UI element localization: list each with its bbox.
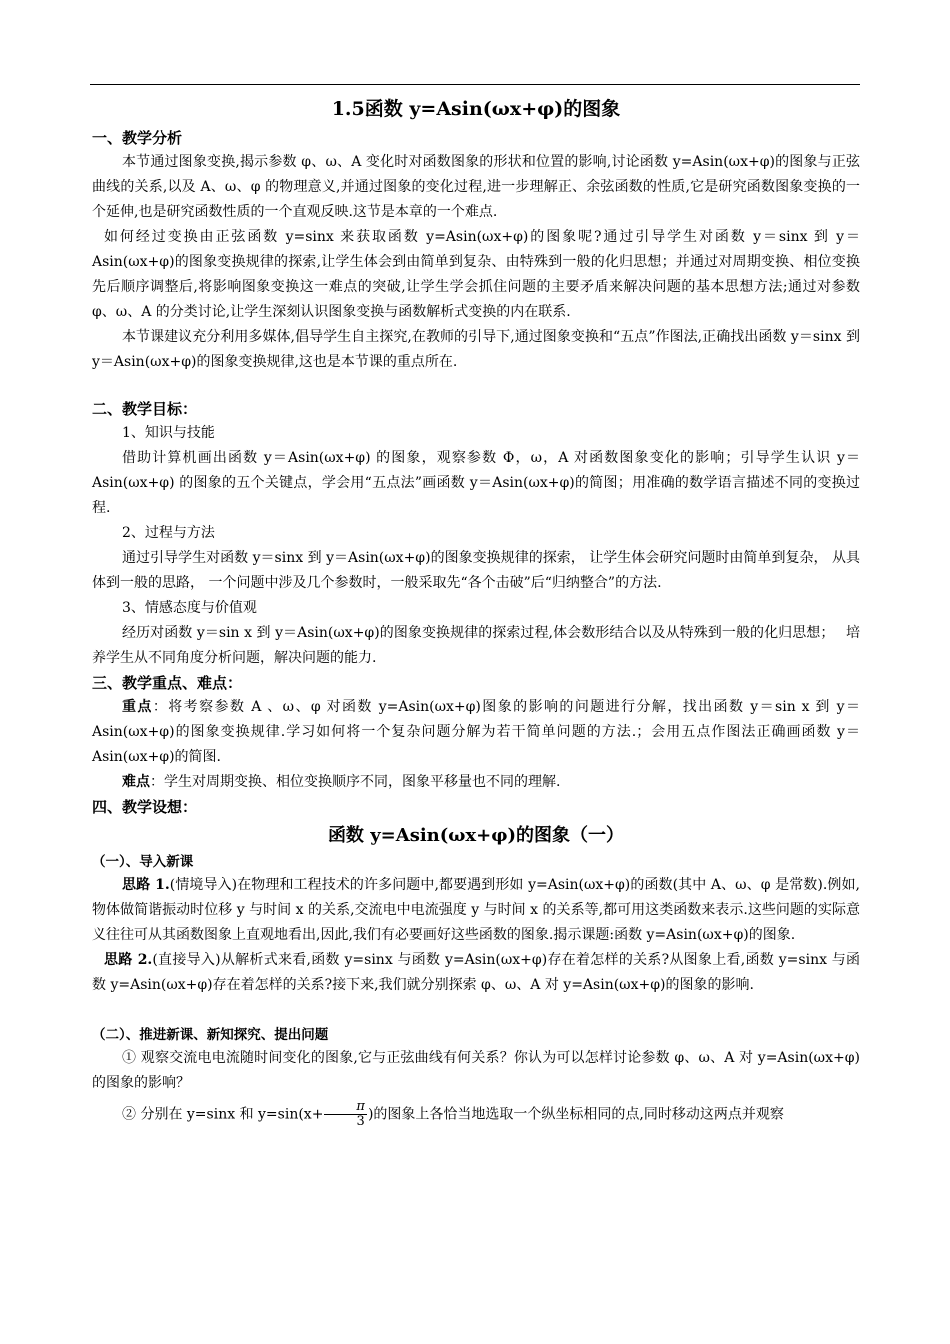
section-2-paragraph-1: 借助计算机画出函数 y＝Asin(ωx+φ) 的图象，观察参数 Φ，ω，A 对函数图象变化的影响；引导学生认识 y＝Asin(ωx+φ) 的图象的五个关键点，学会用“五点法”画函数 y＝Asin(ωx+φ)的简图；用准确的数学语言描述不同的变换过程.: [92, 450, 860, 516]
idea-1-label: 思路 1.: [122, 877, 170, 893]
spacer: [92, 375, 860, 397]
spacer: [92, 998, 860, 1024]
part-1-heading: （一）、导入新课: [92, 854, 194, 870]
question-2-end: )的图象上各恰当地选取一个纵坐标相同的点,同时移动这两点并观察: [367, 1106, 784, 1123]
question-1: ① 观察交流电电流随时间变化的图象,它与正弦曲线有何关系？你认为可以怎样讨论参数 φ、ω、A 对 y=Asin(ωx+φ)的图象的影响？: [92, 1050, 860, 1091]
subheading-process: 2、过程与方法: [122, 525, 215, 541]
difficulty-paragraph: [92, 770, 860, 795]
difficulty-label: 难点: [122, 774, 150, 790]
idea-1-paragraph: [92, 873, 860, 948]
section-1-paragraph-1: 本节通过图象变换,揭示参数 φ、ω、A 变化时对函数图象的形状和位置的影响,讨论函数 y=Asin(ωx+φ)的图象与正弦曲线的关系,以及 A、ω、φ 的物理意义,并通过图象的变化过程,进一步理解正、余弦函数的性质,它是研究函数图象变换的一个延伸,也是研究函数性质的一个直观反映.这节是本章的一个难点.: [92, 154, 860, 220]
difficulty-text: ：学生对周期变换、相位变换顺序不同，图象平移量也不同的理解.: [150, 774, 561, 790]
section-2-paragraph-3: 经历对函数 y＝sin x 到 y＝Asin(ωx+φ)的图象变换规律的探索过程,体会数形结合以及从特殊到一般的化归思想； 培养学生从不同角度分析问题，解决问题的能力.: [92, 625, 860, 666]
part-2-heading: （二）、推进新课、新知探究、提出问题: [92, 1027, 329, 1043]
section-2-paragraph-2: 通过引导学生对函数 y＝sinx 到 y＝Asin(ωx+φ)的图象变换规律的探索， 让学生体会研究问题时由简单到复杂， 从具体到一般的思路， 一个问题中涉及几个参数时，一般采取先“各个击破”后“归纳整合”的方法.: [92, 550, 860, 591]
subheading-knowledge: 1、知识与技能: [122, 425, 215, 441]
section-3-heading: 三、教学重点、难点：: [92, 674, 243, 692]
section-1-paragraph-3: 本节课建议充分利用多媒体,倡导学生自主探究,在教师的引导下,通过图象变换和“五点”作图法,正确找出函数 y＝sinx 到 y＝Asin(ωx+φ)的图象变换规律,这也是本节课的重点所在.: [92, 329, 860, 370]
fraction-denominator: 3: [356, 1114, 365, 1129]
key-point-label: 重点: [122, 699, 153, 715]
idea-1-text: (情境导入)在物理和工程技术的许多问题中,都要遇到形如 y=Asin(ωx+φ)的函数(其中 A、ω、φ 是常数).例如,物体做简谐振动时位移 y 与时间 x 的关系,交流电中电流强度 y 与时间 x 的关系等,都可用这类函数来表示.这些问题的实际意义往往可从其函数图象上直观地看出,因此,我们有必要画好这些函数的图象.揭示课题:函数 y=Asin(ωx+φ)的图象.: [92, 877, 860, 943]
page-title: 1.5函数 y=Asin(ωx+φ)的图象: [331, 98, 621, 120]
question-2: [92, 1100, 860, 1129]
idea-2-paragraph: [92, 948, 860, 998]
section-4-heading: 四、教学设想：: [92, 798, 198, 816]
idea-2-text: (直接导入)从解析式来看,函数 y=sinx 与函数 y=Asin(ωx+φ)存在着怎样的关系?从图象上看,函数 y=sinx 与函数 y=Asin(ωx+φ)存在着怎样的关系?接下来,我们就分别探索 φ、ω、A 对 y=Asin(ωx+φ)的图象的影响.: [92, 952, 860, 993]
fraction-numerator: π: [324, 1100, 367, 1115]
subheading-attitude: 3、情感态度与价值观: [122, 600, 257, 616]
key-point-text: ：将考察参数 A 、ω、φ 对函数 y=Asin(ωx+φ)图象的影响的问题进行分解，找出函数 y＝sin x 到 y＝Asin(ωx+φ)的图象变换规律.学习如何将一个复杂问题分解为若干简单问题的方法.；会用五点作图法正确画函数 y＝Asin(ωx+φ)的简图.: [92, 699, 860, 765]
key-point-paragraph: [92, 695, 860, 770]
idea-2-label: 思路 2.: [104, 952, 153, 968]
document-page: [92, 82, 860, 1129]
section-2-heading: 二、教学目标：: [92, 400, 198, 418]
lesson-title: 函数 y=Asin(ωx+φ)的图象（一）: [327, 825, 625, 846]
question-2-start: ② 分别在 y=sinx 和 y=sin(x+: [122, 1106, 324, 1123]
section-1-paragraph-2: 如何经过变换由正弦函数 y=sinx 来获取函数 y=Asin(ωx+φ)的图象呢?通过引导学生对函数 y＝sinx 到 y＝Asin(ωx+φ)的图象变换规律的探索,让学生体会到由简单到复杂、由特殊到一般的化归思想；并通过对周期变换、相位变换先后顺序调整后,将影响图象变换这一难点的突破,让学生学会抓住问题的主要矛盾来解决问题的基本思想方法;通过对参数 φ、ω、A 的分类讨论,让学生深刻认识图象变换与函数解析式变换的内在联系.: [92, 229, 860, 320]
pi-over-3-fraction: [324, 1100, 367, 1129]
section-1-heading: 一、教学分析: [92, 129, 183, 147]
